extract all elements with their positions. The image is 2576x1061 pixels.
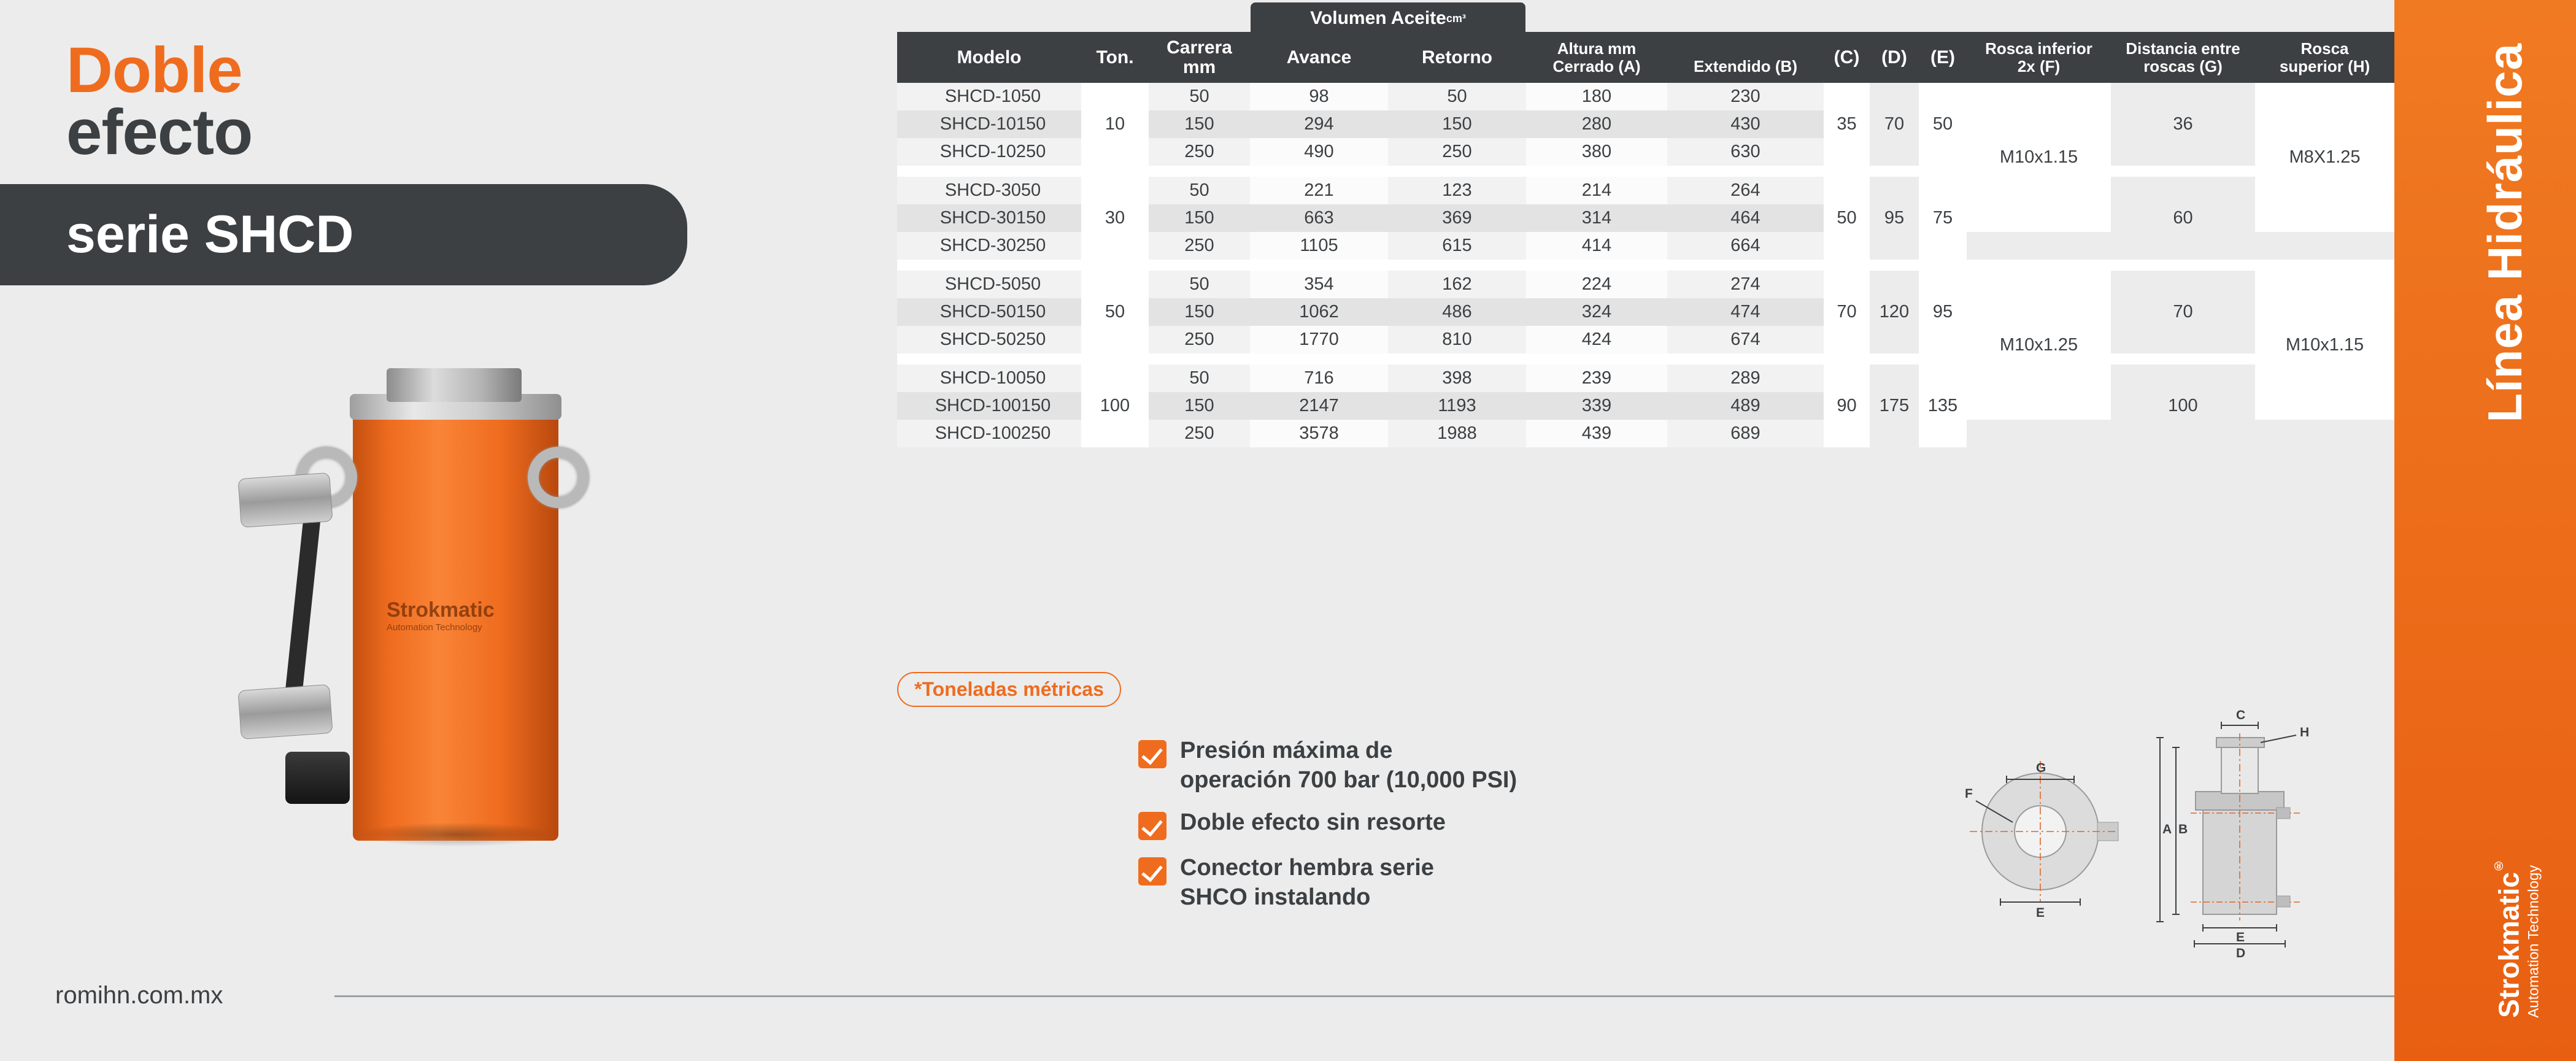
col-rosca-inferior-l2: inferior <box>2037 39 2092 58</box>
list-item <box>1138 808 1517 840</box>
cell-cerrado: 439 <box>1526 420 1667 447</box>
cell-c: 35 <box>1824 83 1870 166</box>
cell-avance: 221 <box>1250 177 1388 204</box>
col-rosca-inferior-l1: Rosca <box>1985 39 2034 58</box>
cylinder-shadow <box>356 822 555 847</box>
cell-extendido: 489 <box>1667 392 1824 420</box>
brand-name <box>2492 858 2525 1018</box>
feature-line2: SHCO instalando <box>1180 884 1371 910</box>
col-rosca-inferior <box>1967 32 2111 83</box>
series-badge <box>0 184 687 285</box>
cell-avance: 1062 <box>1250 298 1388 326</box>
cell-avance: 490 <box>1250 138 1388 166</box>
cell-retorno: 50 <box>1388 83 1526 110</box>
cell-modelo: SHCD-100250 <box>897 420 1081 447</box>
cell-rosca-superior: M8X1.25 <box>2255 83 2394 232</box>
spec-table-header-row <box>897 32 2394 83</box>
cell-e: 75 <box>1919 177 1967 260</box>
cell-modelo: SHCD-50250 <box>897 326 1081 353</box>
col-d: (D) <box>1870 32 1919 83</box>
col-distancia-l1: Distancia entre <box>2126 39 2240 58</box>
cell-cerrado: 280 <box>1526 110 1667 138</box>
features-list <box>1138 736 1517 925</box>
dust-cap <box>285 752 350 804</box>
cell-cerrado: 414 <box>1526 232 1667 260</box>
feature-line1: Doble efecto sin resorte <box>1180 809 1446 835</box>
coupler-bottom <box>237 684 333 739</box>
col-rosca-inferior-l3: 2x (F) <box>2017 56 2061 75</box>
col-rosca-superior-l2: superior (H) <box>2279 56 2370 75</box>
product-photo <box>202 356 687 908</box>
cell-modelo: SHCD-100150 <box>897 392 1081 420</box>
cell-d: 120 <box>1870 271 1919 353</box>
col-retorno: Retorno <box>1388 32 1526 83</box>
feature-text <box>1180 736 1517 795</box>
feature-line1: Conector hembra serie <box>1180 855 1434 881</box>
dim-label-c: C <box>2236 708 2246 722</box>
cell-retorno: 1988 <box>1388 420 1526 447</box>
right-sidebar <box>2394 0 2576 1061</box>
product-brand-sub: Automation Technology <box>387 622 482 633</box>
dim-label-b: B <box>2178 822 2188 836</box>
volumen-aceite-label: Volumen Aceite <box>1310 8 1446 28</box>
cell-carrera: 250 <box>1149 138 1250 166</box>
cell-rosca-superior: M10x1.15 <box>2255 271 2394 420</box>
cell-rosca-inferior: M10x1.25 <box>1967 271 2111 420</box>
website-url[interactable]: romihn.com.mx <box>55 982 223 1009</box>
col-ton: Ton. <box>1081 32 1149 83</box>
spec-table-body <box>897 83 2394 447</box>
feature-line2: operación 700 bar (10,000 PSI) <box>1180 766 1517 793</box>
cell-avance: 354 <box>1250 271 1388 298</box>
cell-retorno: 369 <box>1388 204 1526 232</box>
col-modelo: Modelo <box>897 32 1081 83</box>
cell-extendido: 274 <box>1667 271 1824 298</box>
cell-carrera: 250 <box>1149 326 1250 353</box>
cell-extendido: 264 <box>1667 177 1824 204</box>
col-carrera-unit: mm <box>1182 56 1216 77</box>
cell-extendido: 664 <box>1667 232 1824 260</box>
col-altura-cerrado <box>1526 32 1667 83</box>
cell-modelo: SHCD-3050 <box>897 177 1081 204</box>
col-carrera-label: Carrera <box>1167 37 1232 58</box>
cell-avance: 3578 <box>1250 420 1388 447</box>
cell-retorno: 810 <box>1388 326 1526 353</box>
series-label: serie SHCD <box>66 205 354 264</box>
brand-registered-mark: ® <box>2491 858 2505 873</box>
cell-d: 175 <box>1870 365 1919 447</box>
list-item <box>1138 736 1517 795</box>
cell-retorno: 486 <box>1388 298 1526 326</box>
table-row <box>897 83 2394 110</box>
cell-carrera: 50 <box>1149 271 1250 298</box>
col-cerrado-label: Cerrado (A) <box>1552 56 1641 75</box>
cell-cerrado: 324 <box>1526 298 1667 326</box>
col-rosca-superior-l1: Rosca <box>2300 39 2349 58</box>
cell-c: 50 <box>1824 177 1870 260</box>
dim-label-f: F <box>1965 787 1973 801</box>
table-row <box>897 177 2394 204</box>
cell-retorno: 398 <box>1388 365 1526 392</box>
cell-distancia: 100 <box>2111 365 2255 447</box>
cell-avance: 294 <box>1250 110 1388 138</box>
cell-cerrado: 239 <box>1526 365 1667 392</box>
cell-carrera: 150 <box>1149 392 1250 420</box>
cell-carrera: 50 <box>1149 365 1250 392</box>
dim-label-h: H <box>2300 725 2310 739</box>
cell-ton: 10 <box>1081 83 1149 166</box>
cell-modelo: SHCD-10050 <box>897 365 1081 392</box>
product-brand-name: Strokmatic <box>387 598 495 622</box>
spec-table-container <box>897 8 2394 447</box>
cell-avance: 1105 <box>1250 232 1388 260</box>
cell-carrera: 150 <box>1149 110 1250 138</box>
check-icon <box>1138 740 1167 768</box>
cell-distancia: 60 <box>2111 177 2255 260</box>
cell-ton: 100 <box>1081 365 1149 447</box>
dim-label-e-bottom: E <box>2236 930 2245 944</box>
bottom-divider <box>334 995 2488 997</box>
spec-table-head <box>897 32 2394 83</box>
note-badge: *Toneladas métricas <box>897 672 1121 707</box>
cell-modelo: SHCD-10150 <box>897 110 1081 138</box>
table-row <box>897 365 2394 392</box>
check-icon <box>1138 812 1167 840</box>
title-block <box>66 34 253 168</box>
hydraulic-hose <box>285 509 322 696</box>
lifting-eye-right-icon <box>528 447 589 508</box>
table-row <box>897 271 2394 298</box>
left-panel <box>0 0 877 1061</box>
col-extendido-label: Extendido (B) <box>1694 56 1797 75</box>
cell-cerrado: 424 <box>1526 326 1667 353</box>
cell-carrera: 50 <box>1149 177 1250 204</box>
page-title-line1: Doble <box>66 34 242 106</box>
cell-extendido: 289 <box>1667 365 1824 392</box>
cell-extendido: 630 <box>1667 138 1824 166</box>
cell-ton: 30 <box>1081 177 1149 260</box>
cell-carrera: 250 <box>1149 232 1250 260</box>
list-item <box>1138 854 1517 912</box>
cell-extendido: 430 <box>1667 110 1824 138</box>
table-group-spacer <box>897 353 2394 365</box>
cell-avance: 716 <box>1250 365 1388 392</box>
col-distancia-l2: roscas (G) <box>2143 56 2223 75</box>
cell-carrera: 150 <box>1149 298 1250 326</box>
cell-avance: 98 <box>1250 83 1388 110</box>
cell-extendido: 474 <box>1667 298 1824 326</box>
cell-extendido: 464 <box>1667 204 1824 232</box>
cell-cerrado: 180 <box>1526 83 1667 110</box>
cell-modelo: SHCD-30250 <box>897 232 1081 260</box>
product-brand-text <box>387 598 495 633</box>
cell-carrera: 150 <box>1149 204 1250 232</box>
cell-avance: 663 <box>1250 204 1388 232</box>
spec-table <box>897 32 2394 447</box>
page-title-line2: efecto <box>66 96 253 168</box>
feature-line1: Presión máxima de <box>1180 738 1393 763</box>
cell-extendido: 689 <box>1667 420 1824 447</box>
cell-e: 50 <box>1919 83 1967 166</box>
coupler-top <box>237 473 333 528</box>
cell-retorno: 1193 <box>1388 392 1526 420</box>
col-distancia <box>2111 32 2255 83</box>
cell-avance: 1770 <box>1250 326 1388 353</box>
cell-cerrado: 380 <box>1526 138 1667 166</box>
dim-label-a: A <box>2162 822 2172 836</box>
brand-tagline: Automation Technology <box>2525 865 2542 1018</box>
feature-text <box>1180 808 1446 838</box>
cell-cerrado: 214 <box>1526 177 1667 204</box>
cell-cerrado: 314 <box>1526 204 1667 232</box>
cell-extendido: 674 <box>1667 326 1824 353</box>
cell-extendido: 230 <box>1667 83 1824 110</box>
cell-modelo: SHCD-10250 <box>897 138 1081 166</box>
sidebar-vertical-title: Línea Hidráulica <box>2478 43 2532 423</box>
sidebar-brand <box>2492 858 2542 1018</box>
spacer-cell <box>897 353 2394 365</box>
col-avance: Avance <box>1250 32 1388 83</box>
cell-e: 135 <box>1919 365 1967 447</box>
cell-modelo: SHCD-30150 <box>897 204 1081 232</box>
cell-retorno: 150 <box>1388 110 1526 138</box>
col-e: (E) <box>1919 32 1967 83</box>
cell-retorno: 615 <box>1388 232 1526 260</box>
dim-label-d: D <box>2236 946 2246 960</box>
cylinder-plunger <box>387 368 522 402</box>
cell-cerrado: 339 <box>1526 392 1667 420</box>
cell-modelo: SHCD-5050 <box>897 271 1081 298</box>
brand-name-text: Strokmatic <box>2493 872 2524 1018</box>
col-altura-extendido <box>1667 32 1824 83</box>
cell-c: 70 <box>1824 271 1870 353</box>
col-c: (C) <box>1824 32 1870 83</box>
spacer-cell <box>897 260 2394 271</box>
volumen-aceite-unit: cm³ <box>1446 12 1466 25</box>
cell-d: 95 <box>1870 177 1919 260</box>
col-carrera <box>1149 32 1250 83</box>
cell-modelo: SHCD-1050 <box>897 83 1081 110</box>
cell-carrera: 50 <box>1149 83 1250 110</box>
volumen-aceite-tab <box>1251 2 1525 34</box>
cell-ton: 50 <box>1081 271 1149 353</box>
col-rosca-superior <box>2255 32 2394 83</box>
cell-retorno: 162 <box>1388 271 1526 298</box>
cell-d: 70 <box>1870 83 1919 166</box>
cell-avance: 2147 <box>1250 392 1388 420</box>
feature-text <box>1180 854 1434 912</box>
cell-rosca-inferior: M10x1.15 <box>1967 83 2111 232</box>
cell-cerrado: 224 <box>1526 271 1667 298</box>
col-altura-label: Altura mm <box>1557 39 1637 58</box>
dim-label-g: G <box>2036 761 2046 775</box>
cell-carrera: 250 <box>1149 420 1250 447</box>
cell-retorno: 250 <box>1388 138 1526 166</box>
cell-c: 90 <box>1824 365 1870 447</box>
check-icon <box>1138 857 1167 885</box>
dimension-diagram <box>1933 700 2375 963</box>
table-group-spacer <box>897 260 2394 271</box>
cell-e: 95 <box>1919 271 1967 353</box>
cell-distancia: 70 <box>2111 271 2255 353</box>
spacer-cell <box>897 166 2394 177</box>
cell-modelo: SHCD-50150 <box>897 298 1081 326</box>
cell-retorno: 123 <box>1388 177 1526 204</box>
table-group-spacer <box>897 166 2394 177</box>
cell-distancia: 36 <box>2111 83 2255 166</box>
dim-label-e-top: E <box>2036 906 2045 920</box>
